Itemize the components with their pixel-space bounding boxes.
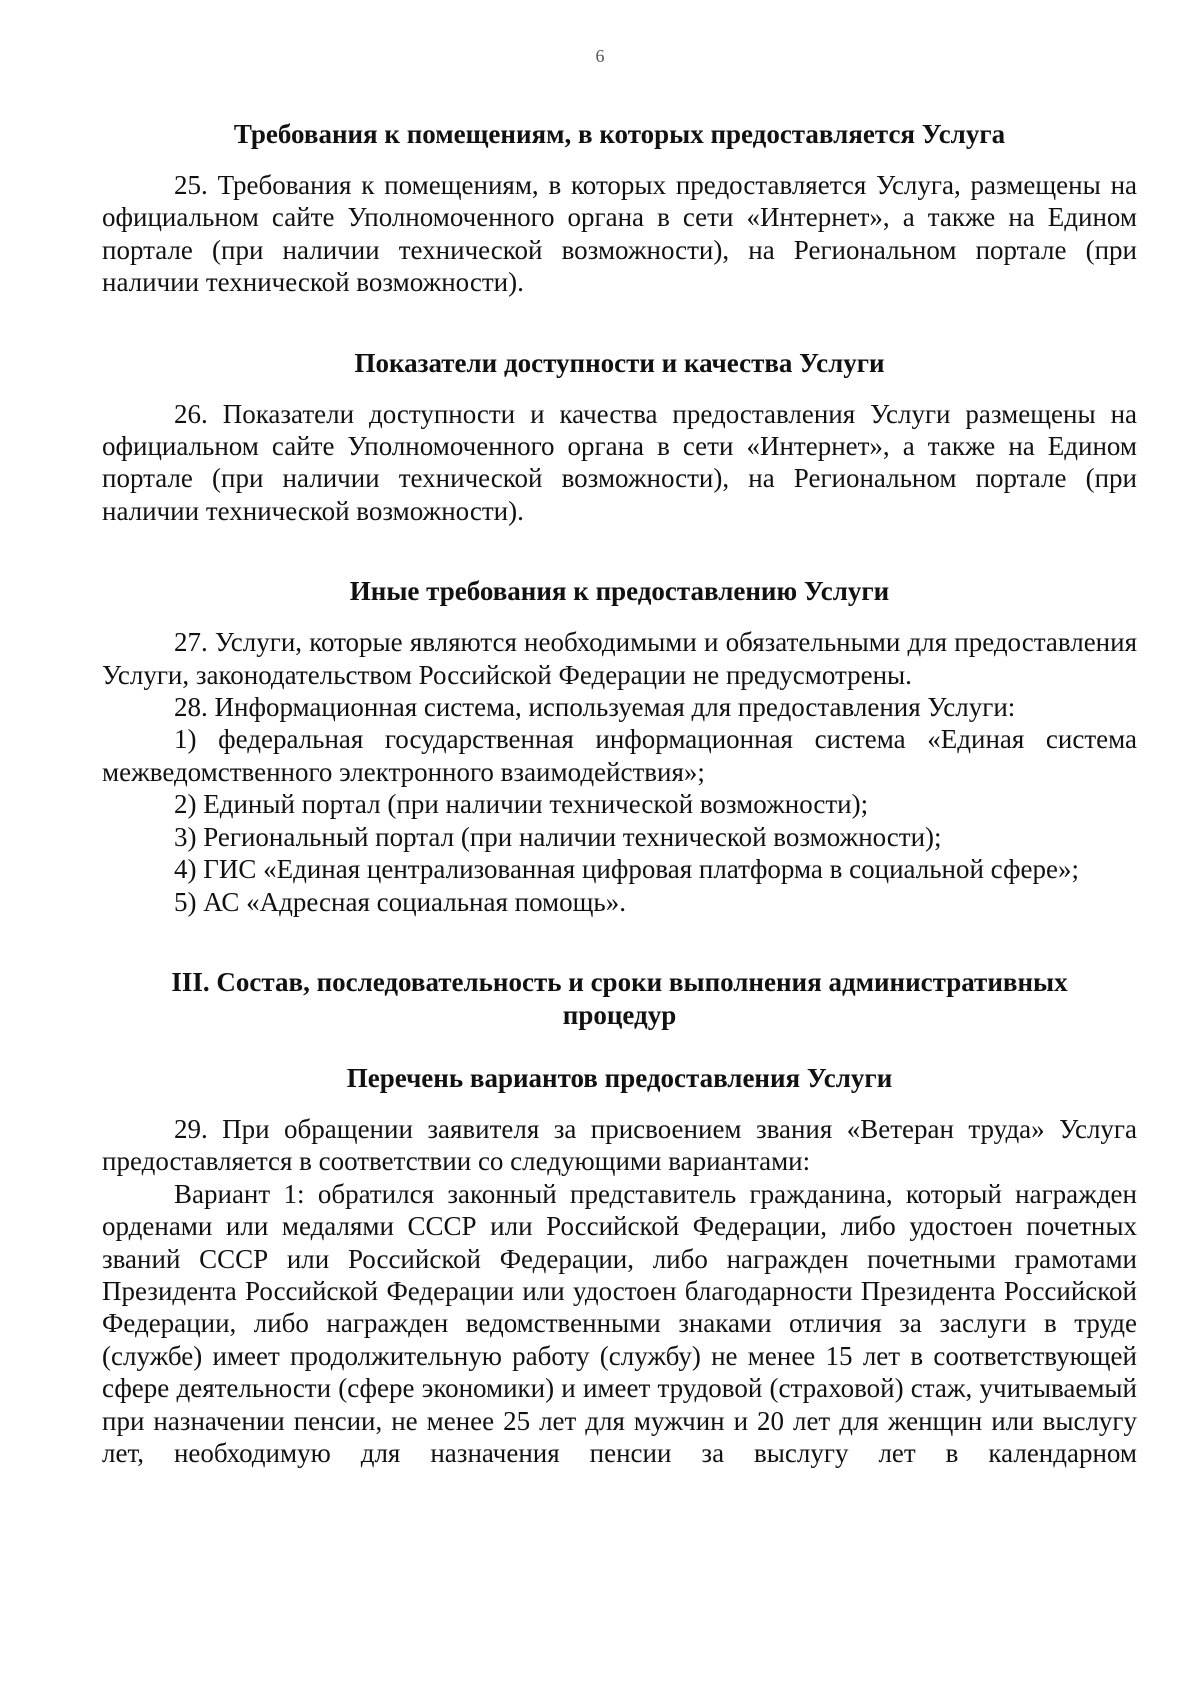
list-item-5: 5) АС «Адресная социальная помощь». xyxy=(174,886,626,917)
paragraph-28: 28. Информационная система, используемая для предоставления Услуги: xyxy=(174,692,1016,723)
heading-other-requirements: Иные требования к предоставлению Услуги xyxy=(349,576,890,607)
paragraph-26: 26. Показатели доступности и качества предоставления Услуги размещены на официальном сайте Уполномоченного органа в сети «Интернет», а также на Едином портале (при наличии технической возможности), на Региональном портале (при наличии технической возможности). xyxy=(102,398,1137,526)
chapter-3-heading-line-2: процедур xyxy=(562,999,677,1030)
variant-1-paragraph: Вариант 1: обратился законный представитель гражданина, который награжден орденами или медалями СССР или Российской Федерации, либо удостоен почетных званий СССР или Российской Федерации, либо награжден почетными грамотами Президента Российской Федерации или удостоен благодарности Президента Российской Федерации, либо награжден ведомственными знаками отличия за заслуги в труде (службе) имеет продолжительную работу (службу) не менее 15 лет в соответствующей сфере деятельности (сфере экономики) и имеет трудовой (страховой) стаж, учитываемый при назначении пенсии, не менее 25 лет для мужчин и 20 лет для женщин или выслугу лет, необходимую для назначения пенсии за выслугу лет в календарном xyxy=(102,1178,1137,1468)
paragraph-29: 29. При обращении заявителя за присвоением звания «Ветеран труда» Услуга предоставляется в соответствии со следующими вариантами: xyxy=(102,1113,1137,1177)
list-item-2: 2) Единый портал (при наличии технической возможности); xyxy=(174,789,869,820)
chapter-3-heading-line-1: III. Состав, последовательность и сроки выполнения административных xyxy=(171,966,1068,997)
heading-premises: Требования к помещениям, в которых предоставляется Услуга xyxy=(233,119,1006,149)
paragraph-25: 25. Требования к помещениям, в которых предоставляется Услуга, размещены на официальном сайте Уполномоченного органа в сети «Интернет», а также на Едином портале (при наличии технической возможности), на Региональном портале (при наличии технической возможности). xyxy=(102,170,1137,298)
list-item-4: 4) ГИС «Единая централизованная цифровая платформа в социальной сфере»; xyxy=(174,854,1079,885)
chapter-3-heading xyxy=(102,966,1137,1032)
heading-variants: Перечень вариантов предоставления Услуги xyxy=(346,1062,893,1093)
list-item-1: 1) федеральная государственная информационная система «Единая система межведомственного электронного взаимодействия»; xyxy=(102,724,1137,787)
list-item-3: 3) Региональный портал (при наличии технической возможности); xyxy=(174,821,942,852)
paragraph-27: 27. Услуги, которые являются необходимыми и обязательными для предоставления Услуги, законодательством Российской Федерации не предусмотрены. xyxy=(102,627,1137,690)
page-number: 6 xyxy=(595,46,605,66)
document-body xyxy=(102,118,1137,1469)
heading-quality: Показатели доступности и качества Услуги xyxy=(354,347,885,378)
